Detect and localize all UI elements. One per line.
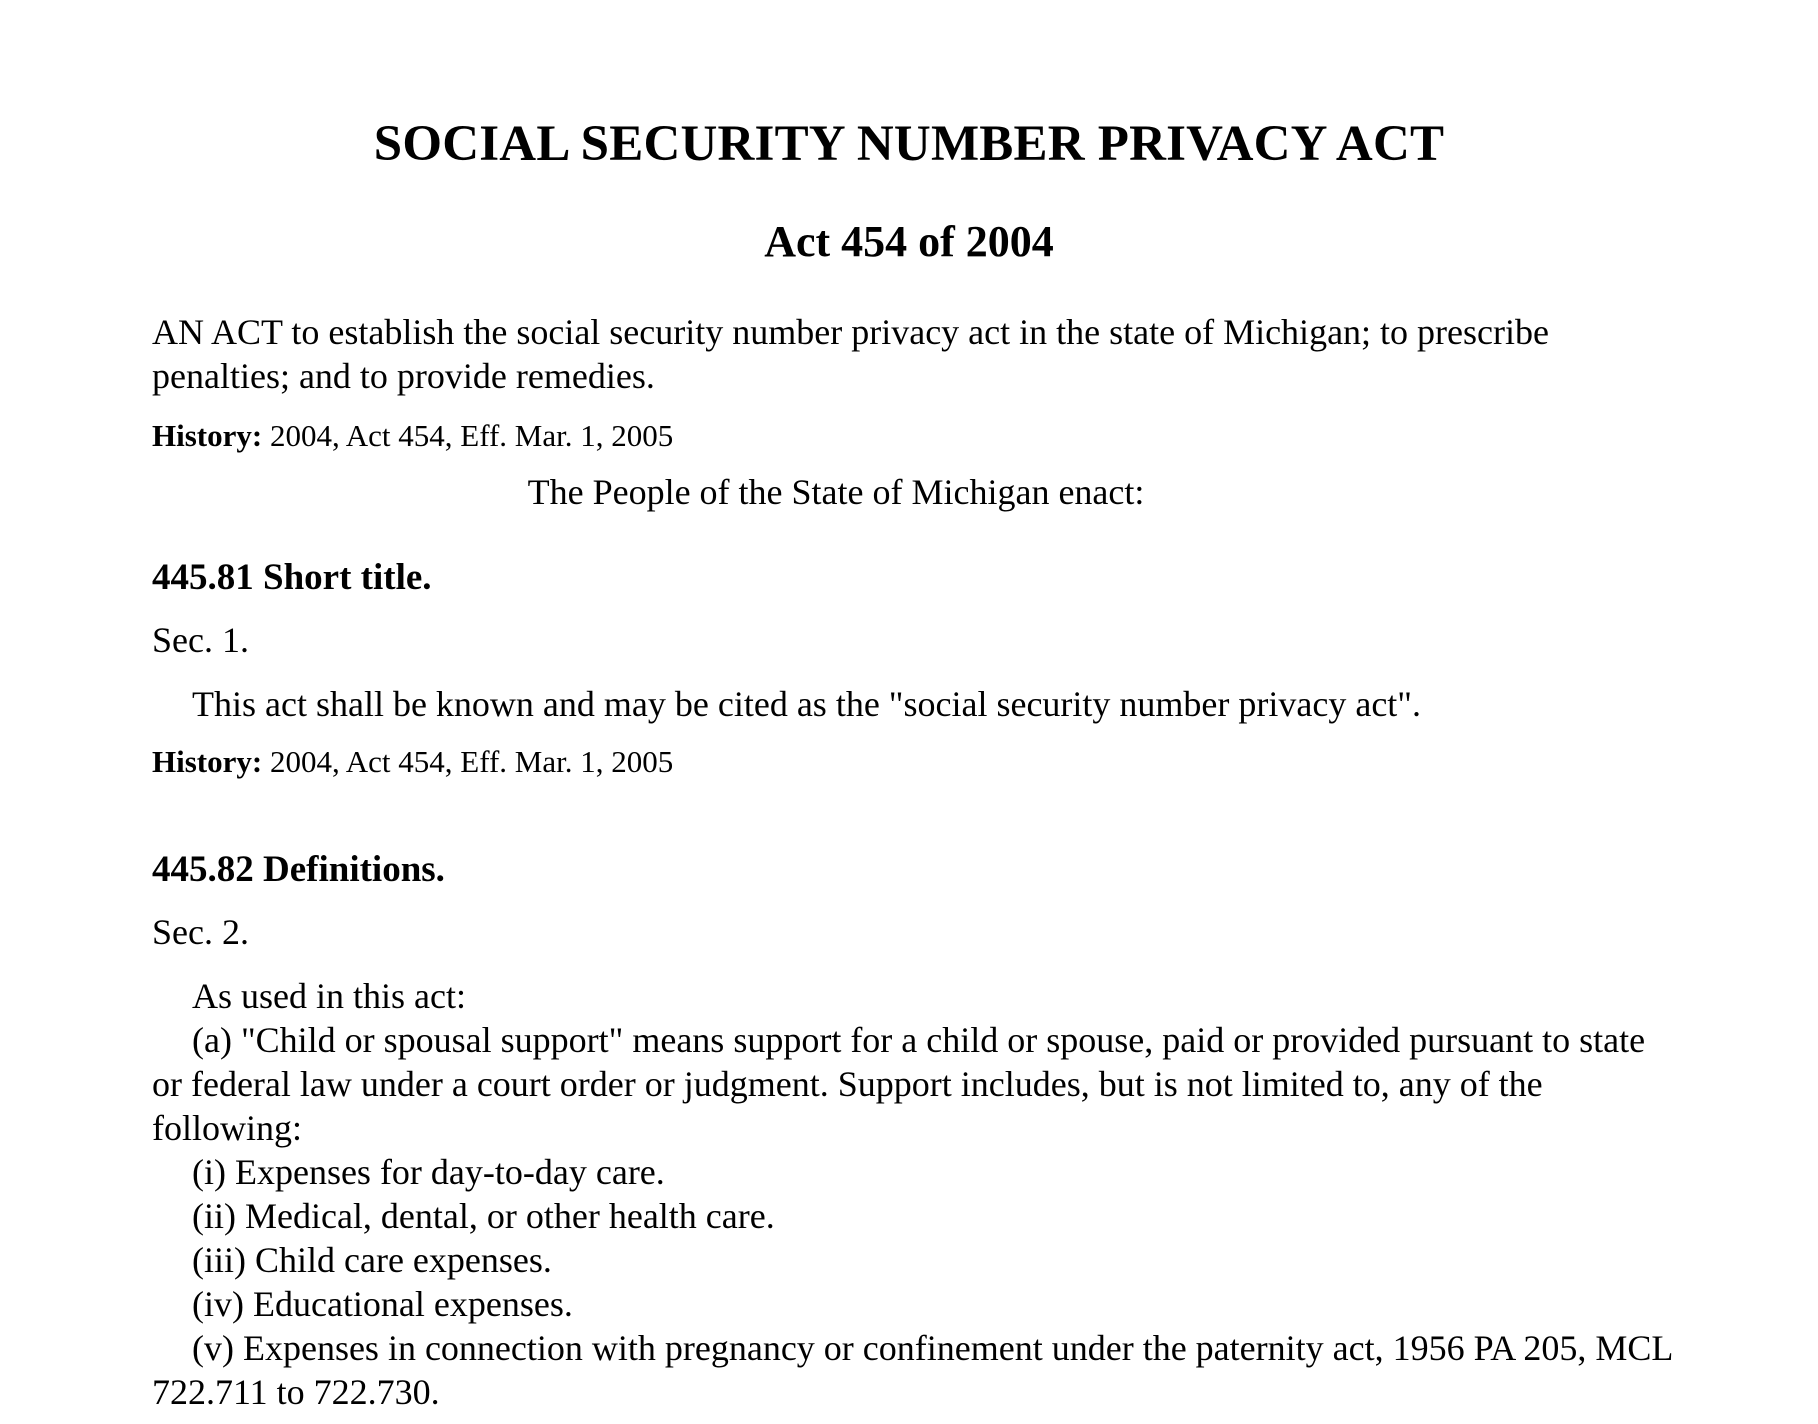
section-paragraph: As used in this act: <box>192 976 466 1016</box>
list-item: (iii) Child care expenses. <box>192 1240 552 1280</box>
section-paragraph: This act shall be known and may be cited as the "social security number privacy act". <box>192 684 1421 724</box>
list-item: (iv) Educational expenses. <box>192 1284 573 1324</box>
section-heading: 445.81 Short title. <box>152 557 432 598</box>
list-item: (ii) Medical, dental, or other health care. <box>192 1196 775 1236</box>
list-item: (v) Expenses in connection with pregnancy or confinement under the paternity act, 1956 PA 205, MCL 722.711 to 722.730. <box>152 1328 1672 1412</box>
preamble-history <box>152 416 1672 456</box>
definition-paragraph: (a) "Child or spousal support" means support for a child or spouse, paid or provided pursuant to state or federal law under a court order or judgment. Support includes, but is not limited to, any of the following: <box>152 1020 1646 1148</box>
act-number: Act 454 of 2004 <box>764 217 1054 266</box>
section-heading: 445.82 Definitions. <box>152 849 445 890</box>
history-label: History: <box>152 744 263 779</box>
list-item: (i) Expenses for day-to-day care. <box>192 1152 665 1192</box>
section-history <box>152 742 1672 782</box>
preamble: AN ACT to establish the social security number privacy act in the state of Michigan; to prescribe penalties; and to provide remedies. <box>152 312 1549 396</box>
history-text: 2004, Act 454, Eff. Mar. 1, 2005 <box>262 418 674 453</box>
history-text: 2004, Act 454, Eff. Mar. 1, 2005 <box>262 744 674 779</box>
document-title: SOCIAL SECURITY NUMBER PRIVACY ACT <box>373 116 1445 172</box>
enacting-clause: The People of the State of Michigan enact: <box>527 472 1145 512</box>
section-number: Sec. 2. <box>152 912 249 952</box>
section-number: Sec. 1. <box>152 620 249 660</box>
document-body <box>152 310 1672 1414</box>
history-label: History: <box>152 418 263 453</box>
